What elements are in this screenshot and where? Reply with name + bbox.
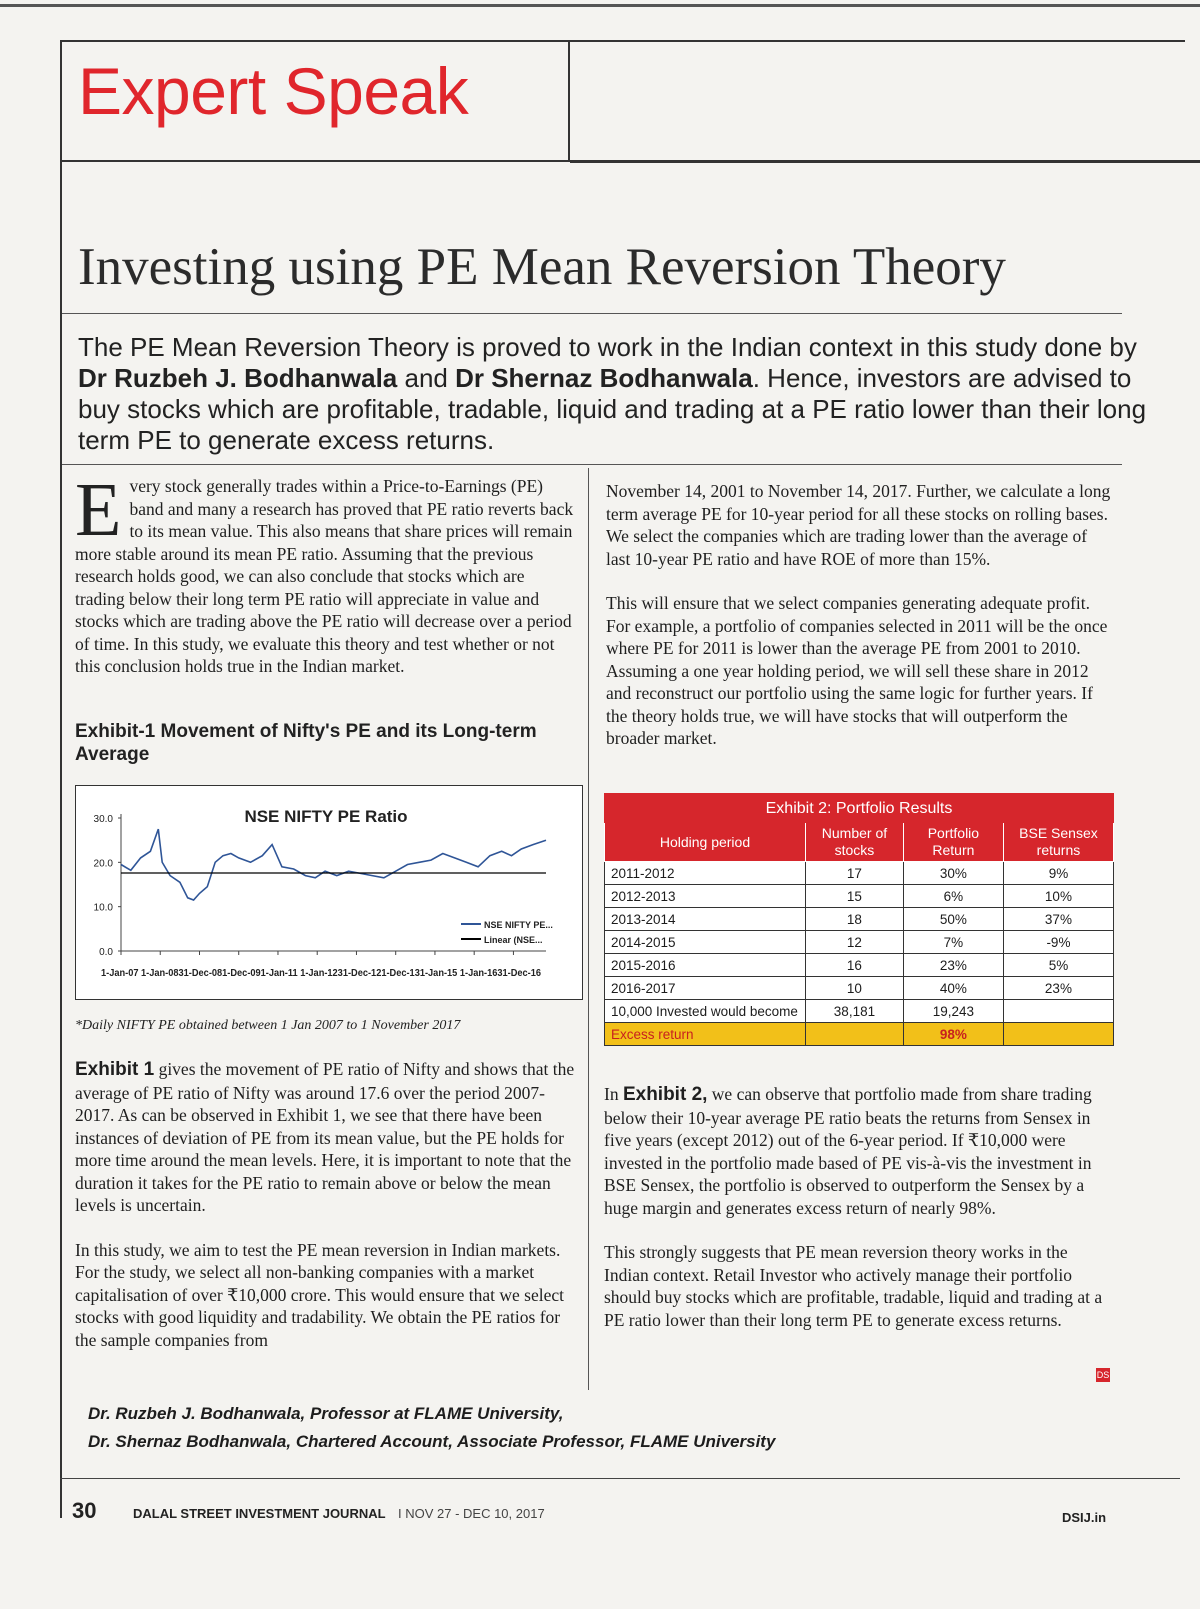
exhibit-2-ref: Exhibit 2, xyxy=(622,1084,708,1105)
standfirst-text: and xyxy=(397,363,456,393)
pe-chart-svg xyxy=(76,786,581,998)
chart-title: NSE NIFTY PE Ratio xyxy=(244,807,408,826)
table-cell: 38,181 xyxy=(805,1000,903,1023)
right-column-top xyxy=(606,480,1112,772)
y-tick-label: 20.0 xyxy=(93,858,113,870)
table-cell: 17 xyxy=(805,862,903,885)
section-label: Expert Speak xyxy=(78,54,469,128)
headline-rule xyxy=(62,313,1122,314)
page-number: 30 xyxy=(72,1498,97,1523)
intro-text: very stock generally trades within a Price-to-Earnings (PE) band and many a research has proved that PE ratio reverts back to its mean value. This also means that share prices will remain more stable around its mean PE ratio. Assuming that the previous research holds good, we can also conclude that stocks which are trading below their long term PE ratio will appreciate in value and stocks which are trading above the PE ratio will decrease over a period of time. In this study, we evaluate this theory and test whether or not this conclusion holds true in the Indian market. xyxy=(75,476,574,676)
col-header: Number of stocks xyxy=(805,823,903,862)
byline xyxy=(88,1400,775,1456)
right-column-bottom xyxy=(604,1083,1112,1353)
method-text: November 14, 2001 to November 14, 2017. Further, we calculate a long term average PE for 10-year period for all these stocks on rolling bases. We select the companies which are trading lower than the average of last 10-year PE ratio and have ROE of more than 15%. xyxy=(606,481,1111,569)
issue-dates: I NOV 27 - DEC 10, 2017 xyxy=(398,1506,545,1521)
conclusion-paragraph xyxy=(604,1241,1112,1331)
section-rule xyxy=(570,160,1200,163)
table-cell: 15 xyxy=(805,885,903,908)
table-cell: -9% xyxy=(1003,931,1113,954)
headline: Investing using PE Mean Reversion Theory xyxy=(78,238,1006,296)
table-cell: 6% xyxy=(903,885,1003,908)
x-tick-labels: 1-Jan-07 1-Jan-0831-Dec-081-Dec-091-Jan-11 1-Jan-1231-Dec-121-Dec-131-Jan-15 1-Jan-1631-Dec-16 xyxy=(101,968,542,979)
example-text: This will ensure that we select companies generating adequate profit. For example, a portfolio of companies selected in 2011 will be the once where PE for 2011 is lower than the average PE from 2001 to 2010. Assuming a one year holding period, we will sell these share in 2012 and reconstruct our portfolio using the same logic for further years. If the theory holds true, we will have stocks that will outperform the broader market. xyxy=(606,593,1108,748)
table-row xyxy=(605,885,1114,908)
table-cell: Excess return xyxy=(605,1023,806,1046)
table-row xyxy=(605,862,1114,885)
byline-author-1: Dr. Ruzbeh J. Bodhanwala, Professor at FLAME University, xyxy=(88,1404,564,1423)
publication-name: DALAL STREET INVESTMENT JOURNAL xyxy=(133,1506,386,1521)
left-column-bottom xyxy=(75,1058,575,1373)
exhibit-2-text: In xyxy=(604,1084,623,1104)
legend-label: Linear (NSE... xyxy=(484,935,543,945)
table-cell: 10% xyxy=(1003,885,1113,908)
site-link[interactable]: DSIJ.in xyxy=(1062,1510,1107,1525)
table-cell: 2015-2016 xyxy=(605,954,806,977)
y-tick-label: 10.0 xyxy=(93,902,113,914)
y-tick-label: 0.0 xyxy=(99,947,113,958)
table-cell: 40% xyxy=(903,977,1003,1000)
col-header: BSE Sensex returns xyxy=(1003,823,1113,862)
table-cell: 50% xyxy=(903,908,1003,931)
footer-rule xyxy=(60,1478,1180,1479)
exhibit-2-paragraph xyxy=(604,1083,1112,1219)
exhibit-2-table xyxy=(604,793,1114,1046)
legend-label: NSE NIFTY PE... xyxy=(484,920,553,930)
table-row xyxy=(605,931,1114,954)
top-rule xyxy=(0,4,1200,7)
table-cell: 2016-2017 xyxy=(605,977,806,1000)
excess-return-row xyxy=(605,1023,1114,1046)
table-cell: 5% xyxy=(1003,954,1113,977)
table-cell: 30% xyxy=(903,862,1003,885)
table-row xyxy=(605,977,1114,1000)
exhibit-1-chart xyxy=(75,785,583,1000)
table-cell: 23% xyxy=(1003,977,1113,1000)
table-row xyxy=(605,908,1114,931)
column-divider xyxy=(588,468,589,1390)
standfirst-text: . Hence, investors are advised to buy stocks which are profitable, tradable, liquid and trading at a PE ratio lower than their long term PE to generate excess returns. xyxy=(78,363,1147,455)
intro-paragraph xyxy=(75,468,577,678)
table-cell: 19,243 xyxy=(903,1000,1003,1023)
byline-author-2: Dr. Shernaz Bodhanwala, Chartered Account, Associate Professor, FLAME University xyxy=(88,1432,776,1451)
standfirst-rule xyxy=(62,464,1122,465)
table-cell: 9% xyxy=(1003,862,1113,885)
study-paragraph xyxy=(75,1239,575,1352)
table-cell: 2013-2014 xyxy=(605,908,806,931)
table-cell: 7% xyxy=(903,931,1003,954)
table-cell: 16 xyxy=(805,954,903,977)
table-cell: 2011-2012 xyxy=(605,862,806,885)
standfirst xyxy=(78,332,1158,456)
end-mark-icon: DS xyxy=(1096,1370,1110,1380)
study-text: In this study, we aim to test the PE mean reversion in Indian markets. For the study, we select all non-banking companies with a market capitalisation of over ₹10,000 crore. This would ensure that we select stocks with good liquidity and tradability. We obtain the PE ratios for the sample companies from xyxy=(75,1239,565,1350)
table-row xyxy=(605,1000,1114,1023)
drop-cap: E xyxy=(75,468,122,552)
col-header: Holding period xyxy=(605,823,806,862)
y-tick-label: 30.0 xyxy=(93,814,113,825)
table-row xyxy=(605,954,1114,977)
table-cell xyxy=(1003,1000,1113,1023)
table-cell: 10,000 Invested would become xyxy=(605,1000,806,1023)
table-cell xyxy=(805,1023,903,1046)
standfirst-author-2: Dr Shernaz Bodhanwala xyxy=(455,363,753,393)
table-cell: 12 xyxy=(805,931,903,954)
exhibit-1-ref: Exhibit 1 xyxy=(75,1059,155,1080)
table-cell: 23% xyxy=(903,954,1003,977)
table-cell: 98% xyxy=(903,1023,1003,1046)
exhibit-2-text: we can observe that portfolio made from share trading below their 10-year average PE ratio beats the returns from Sensex in five years (except 2012) out of the 6-year period. If ₹10,000 were invested in the portfolio made based of PE vis-à-vis the investment in BSE Sensex, the portfolio is observed to outperform the Sensex by a huge margin and generates excess return of nearly 98%. xyxy=(604,1084,1092,1218)
left-column-top xyxy=(75,468,577,700)
example-paragraph xyxy=(606,592,1112,750)
table-cell: 37% xyxy=(1003,908,1113,931)
table-cell: 10 xyxy=(805,977,903,1000)
table-cell: 2012-2013 xyxy=(605,885,806,908)
pe-series-line xyxy=(121,829,546,900)
standfirst-author-1: Dr Ruzbeh J. Bodhanwala xyxy=(78,363,398,393)
method-paragraph xyxy=(606,480,1112,570)
col-header: Portfolio Return xyxy=(903,823,1003,862)
table-cell: 2014-2015 xyxy=(605,931,806,954)
chart-footnote: *Daily NIFTY PE obtained between 1 Jan 2007 to 1 November 2017 xyxy=(75,1018,461,1033)
exhibit-1-paragraph xyxy=(75,1058,575,1217)
table-cell: 18 xyxy=(805,908,903,931)
exhibit-2-title: Exhibit 2: Portfolio Results xyxy=(605,794,1114,823)
standfirst-text: The PE Mean Reversion Theory is proved to work in the Indian context in this study done by xyxy=(78,332,1137,362)
exhibit-1-text: gives the movement of PE ratio of Nifty and shows that the average of PE ratio of Nifty was around 17.6 over the period 2007-2017. As can be observed in Exhibit 1, we see that there have been instances of deviation of PE from its mean value, but the PE holds for more time around the mean levels. Here, it is important to note that the duration it takes for the PE ratio to remain above or below the mean levels is uncertain. xyxy=(75,1059,575,1215)
exhibit-1-title: Exhibit-1 Movement of Nifty's PE and its Long-term Average xyxy=(75,721,537,765)
table-cell xyxy=(1003,1023,1113,1046)
conclusion-text: This strongly suggests that PE mean reversion theory works in the Indian context. Retail Investor who actively manage their portfolio should buy stocks which are profitable, tradable, liquid and trading at a PE ratio lower than their long term PE to generate excess returns. xyxy=(604,1242,1103,1330)
